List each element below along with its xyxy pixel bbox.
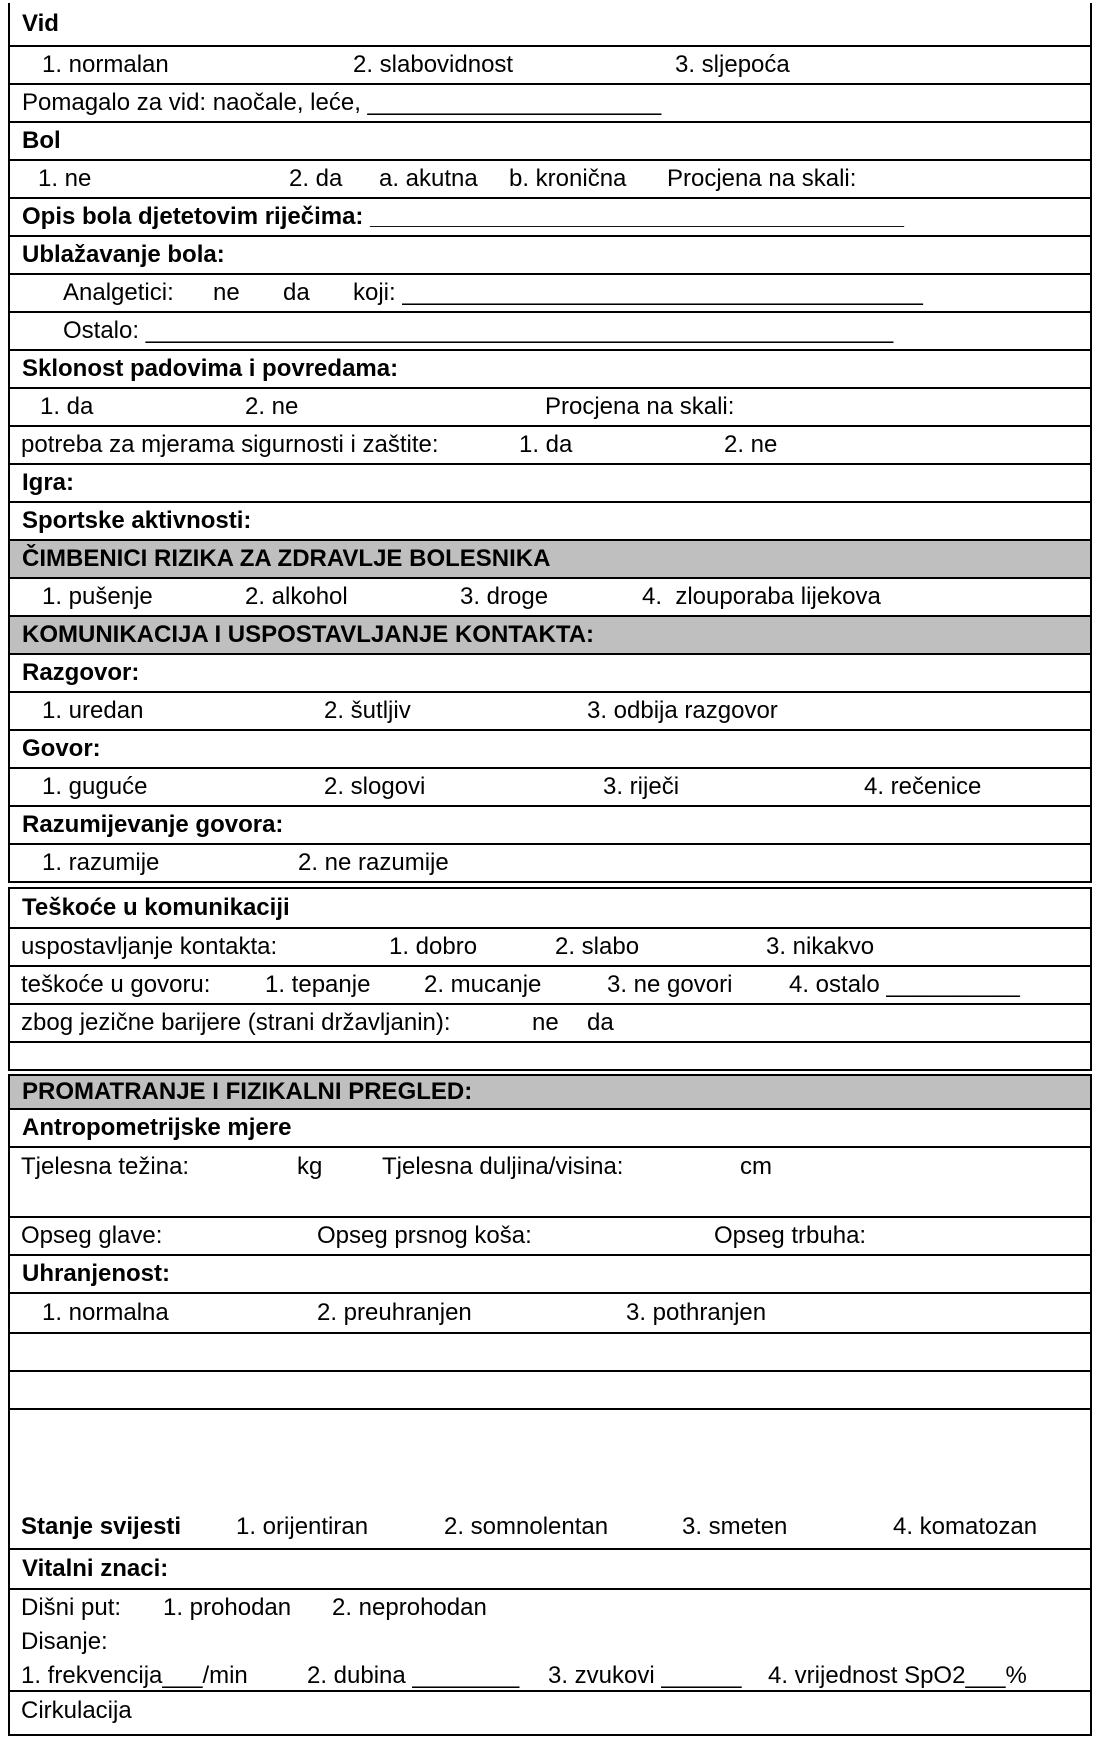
field-label: Opseg glave: [21, 1221, 163, 1249]
option: 1. razumije [42, 848, 160, 876]
option: 2. alkohol [245, 582, 348, 610]
option: 3. odbija razgovor [587, 696, 778, 724]
field-label-with-blank: Ostalo: ________________________________________________________ [63, 316, 894, 344]
row-sklonost-padovima [10, 349, 1090, 387]
option: 3. smeten [682, 1512, 788, 1540]
row-uhranjenost [10, 1254, 1090, 1292]
row-govor [10, 729, 1090, 767]
row-disni-put-disanje [10, 1588, 1090, 1690]
field-label: Tjelesna duljina/visina: [382, 1153, 624, 1180]
option: 2. preuhranjen [317, 1298, 472, 1326]
option: 3. riječi [603, 772, 680, 800]
section-label: Govor: [22, 734, 101, 762]
row-razumijevanje [10, 805, 1090, 843]
option: da [283, 278, 310, 306]
option: 4. komatozan [893, 1512, 1038, 1540]
field-label-with-blank: Opis bola djetetovim riječima: ________________________________________ [22, 202, 904, 230]
option: 2. slabo [555, 932, 640, 960]
option: 2. da [289, 164, 343, 192]
section-label: Sklonost padovima i povredama: [22, 354, 399, 382]
option: 2. somnolentan [444, 1512, 609, 1540]
row-empty-3 [10, 1370, 1090, 1408]
section-header: KOMUNIKACIJA I USPOSTAVLJANJE KONTAKTA: [22, 620, 595, 648]
section-header: PROMATRANJE I FIZIKALNI PREGLED: [22, 1077, 473, 1105]
row-razumijevanje-options [10, 843, 1090, 881]
field-label: Opseg trbuha: [714, 1221, 867, 1249]
row-igra [10, 463, 1090, 501]
section-label: Ublažavanje bola: [22, 240, 225, 268]
option: da [587, 1008, 614, 1036]
option: ne [532, 1008, 559, 1036]
field-label: Procjena na skali: [545, 392, 735, 420]
option: 2. ne [245, 392, 299, 420]
option: 2. ne [724, 430, 778, 458]
row-vid [10, 3, 1090, 45]
section-label: Vid [22, 9, 59, 37]
section-label: Razumijevanje govora: [22, 810, 284, 838]
option: 1. normalan [42, 50, 169, 78]
row-teskoce-govor [10, 965, 1090, 1003]
row-potreba-sigurnost [10, 425, 1090, 463]
row-empty-1 [10, 1041, 1090, 1069]
row-uspostavljanje-kontakta [10, 927, 1090, 965]
option: 2. ne razumije [298, 848, 449, 876]
option: 3. sljepoća [675, 50, 790, 78]
option: 1. tepanje [265, 970, 371, 998]
row-ublazavanje-bola [10, 235, 1090, 273]
section-label: Cirkulacija [21, 1697, 132, 1724]
row-teskoce-komunikacija [10, 889, 1090, 927]
field-label-with-blank: 4. vrijednost SpO2___% [768, 1662, 1027, 1689]
section-header: ČIMBENICI RIZIKA ZA ZDRAVLJE BOLESNIKA [22, 544, 551, 572]
field-label-with-blank: 1. frekvencija___/min [21, 1662, 248, 1689]
option: 3. pothranjen [626, 1298, 767, 1326]
option: 3. nikakvo [766, 932, 875, 960]
row-sportske-aktivnosti [10, 501, 1090, 539]
section-label: Igra: [22, 468, 75, 496]
row-jezicna-barijera [10, 1003, 1090, 1041]
unit-label: kg [297, 1153, 323, 1180]
option: 4. rečenice [864, 772, 982, 800]
field-label: Procjena na skali: [667, 164, 857, 192]
row-cirkulacija [10, 1690, 1090, 1734]
table-block-senses-communication [8, 3, 1092, 883]
row-empty-2 [10, 1332, 1090, 1370]
field-label-with-blank: 3. zvukovi ______ [548, 1662, 742, 1689]
row-vitalni-znaci [10, 1548, 1090, 1588]
field-label-with-blank: koji: _______________________________________ [353, 278, 923, 306]
option: 3. droge [460, 582, 549, 610]
row-razgovor [10, 653, 1090, 691]
row-opsezi [10, 1216, 1090, 1254]
row-pomagalo-za-vid [10, 83, 1090, 121]
unit-label: cm [740, 1153, 772, 1180]
option: 1. da [519, 430, 573, 458]
row-sklonost-options [10, 387, 1090, 425]
row-razgovor-options [10, 691, 1090, 729]
section-label: Vitalni znaci: [22, 1554, 169, 1582]
option: 1. uredan [42, 696, 144, 724]
option: 1. da [40, 392, 94, 420]
row-bol-options [10, 159, 1090, 197]
field-label: zbog jezične barijere (strani državljanin): [21, 1008, 451, 1036]
field-label: Analgetici: [63, 278, 174, 306]
option: 2. slabovidnost [353, 50, 514, 78]
row-opis-bola [10, 197, 1090, 235]
row-cimbenici-options [10, 577, 1090, 615]
field-label: Tjelesna težina: [21, 1153, 190, 1180]
option: 2. neprohodan [332, 1594, 487, 1621]
section-label: Antropometrijske mjere [22, 1113, 292, 1141]
option: 1. orijentiran [236, 1512, 369, 1540]
option: 1. normalna [42, 1298, 169, 1326]
row-stanje-svijesti [10, 1408, 1090, 1548]
row-vid-options [10, 45, 1090, 83]
row-antropometrijske [10, 1108, 1090, 1146]
table-block-communication-difficulties [8, 887, 1092, 1071]
field-label-with-blank: Pomagalo za vid: naočale, leće, ______________________ [22, 88, 662, 116]
option: 3. ne govori [607, 970, 733, 998]
option: 2. mucanje [424, 970, 542, 998]
field-label: Dišni put: [21, 1594, 122, 1621]
section-label: Razgovor: [22, 658, 140, 686]
option: 1. pušenje [42, 582, 153, 610]
option: 2. šutljiv [324, 696, 411, 724]
row-govor-options [10, 767, 1090, 805]
field-label: Stanje svijesti [21, 1512, 182, 1540]
section-label: Bol [22, 126, 61, 154]
option: 1. dobro [389, 932, 478, 960]
row-cimbenici-rizika-header [10, 539, 1090, 577]
option: a. akutna [379, 164, 478, 192]
table-block-physical-exam [8, 1074, 1092, 1736]
field-label: teškoće u govoru: [21, 970, 211, 998]
option-with-blank: 4. ostalo __________ [789, 970, 1020, 998]
option: 2. slogovi [324, 772, 426, 800]
row-tjelesna-mjera [10, 1146, 1090, 1216]
row-ostalo [10, 311, 1090, 349]
section-label: Uhranjenost: [22, 1259, 171, 1287]
option: 1. prohodan [163, 1594, 292, 1621]
row-komunikacija-header [10, 615, 1090, 653]
row-uhranjenost-options [10, 1292, 1090, 1332]
row-promatranje-header [10, 1076, 1090, 1108]
row-bol [10, 121, 1090, 159]
field-label: potreba za mjerama sigurnosti i zaštite: [21, 430, 439, 458]
section-label: Sportske aktivnosti: [22, 506, 252, 534]
option: 1. guguće [42, 772, 148, 800]
option: b. kronična [509, 164, 627, 192]
option: 1. ne [38, 164, 92, 192]
field-label: uspostavljanje kontakta: [21, 932, 278, 960]
option: ne [213, 278, 240, 306]
row-analgetici [10, 273, 1090, 311]
field-label: Opseg prsnog koša: [317, 1221, 532, 1249]
field-label: Disanje: [21, 1628, 108, 1655]
field-label-with-blank: 2. dubina ________ [307, 1662, 520, 1689]
section-label: Teškoće u komunikaciji [22, 893, 290, 921]
option: 4. zlouporaba lijekova [642, 582, 881, 610]
